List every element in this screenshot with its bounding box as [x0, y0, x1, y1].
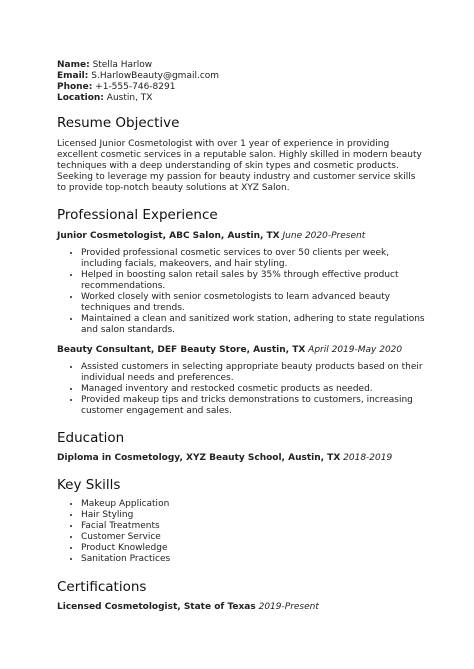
objective-text: Licensed Junior Cosmetologist with over 1 year of experience in providing excellent cosmetic services in a reputable salon. Highly skilled in modern beauty techniques with a deep understanding of skin types and cosmetic products. Seeking to leverage my passion for beauty industry and customer service skills to provide top-notch beauty solutions at XYZ Salon. — [57, 139, 422, 193]
name-label: Name: — [57, 60, 90, 70]
experience-heading: Professional Experience — [57, 207, 218, 223]
skill-item: • Facial Treatments — [81, 521, 427, 532]
job-title-line — [57, 231, 427, 242]
education-dates: 2018-2019 — [343, 453, 393, 463]
contact-phone — [57, 82, 427, 93]
phone-label: Phone: — [57, 82, 93, 92]
job-dates: April 2019-May 2020 — [308, 345, 403, 355]
job-bullet: • Assisted customers in selecting appropriate beauty products based on their individual needs and preferences. — [81, 362, 427, 384]
skill-item: • Product Knowledge — [81, 543, 427, 554]
email-label: Email: — [57, 71, 89, 81]
job-bullets — [57, 248, 427, 336]
job-dates: June 2020-Present — [282, 231, 366, 241]
contact-email — [57, 71, 427, 82]
job-bullet: • Provided professional cosmetic services to over 50 clients per week, including facials, makeovers, and hair styling. — [81, 248, 427, 270]
job-title: Junior Cosmetologist, ABC Salon, Austin, TX — [57, 231, 280, 241]
skills-list — [57, 499, 427, 565]
skill-item: • Sanitation Practices — [81, 554, 427, 565]
location-value: Austin, TX — [106, 93, 153, 103]
phone-value: +1-555-746-8291 — [95, 82, 176, 92]
education-title: Diploma in Cosmetology, XYZ Beauty School, Austin, TX — [57, 453, 341, 463]
contact-block — [57, 60, 427, 104]
resume-content — [57, 60, 427, 613]
job-title: Beauty Consultant, DEF Beauty Store, Austin, TX — [57, 345, 306, 355]
job-bullet: • Provided makeup tips and tricks demonstrations to customers, increasing customer engagement and sales. — [81, 395, 427, 417]
objective-heading: Resume Objective — [57, 115, 180, 131]
certification-dates: 2019-Present — [258, 602, 319, 612]
skills-heading: Key Skills — [57, 477, 121, 493]
job-title-line — [57, 345, 427, 356]
job-bullet: • Managed inventory and restocked cosmetic products as needed. — [81, 384, 427, 395]
contact-name — [57, 60, 427, 71]
skill-item: • Makeup Application — [81, 499, 427, 510]
education-entry — [57, 453, 427, 464]
certification-entry — [57, 602, 427, 613]
job-bullet: • Maintained a clean and sanitized work station, adhering to state regulations and salon standards. — [81, 314, 427, 336]
job-entry — [57, 345, 427, 417]
education-heading: Education — [57, 430, 125, 446]
contact-location — [57, 93, 427, 104]
certifications-heading: Certifications — [57, 579, 147, 595]
job-bullets — [57, 362, 427, 417]
certification-title: Licensed Cosmetologist, State of Texas — [57, 602, 256, 612]
location-label: Location: — [57, 93, 104, 103]
skill-item: • Hair Styling — [81, 510, 427, 521]
job-bullet: • Worked closely with senior cosmetologists to learn advanced beauty techniques and trends. — [81, 292, 427, 314]
name-value: Stella Harlow — [92, 60, 153, 70]
email-value: S.HarlowBeauty@gmail.com — [91, 71, 220, 81]
job-entry — [57, 231, 427, 336]
skill-item: • Customer Service — [81, 532, 427, 543]
job-bullet: • Helped in boosting salon retail sales by 35% through effective product recommendations. — [81, 270, 427, 292]
